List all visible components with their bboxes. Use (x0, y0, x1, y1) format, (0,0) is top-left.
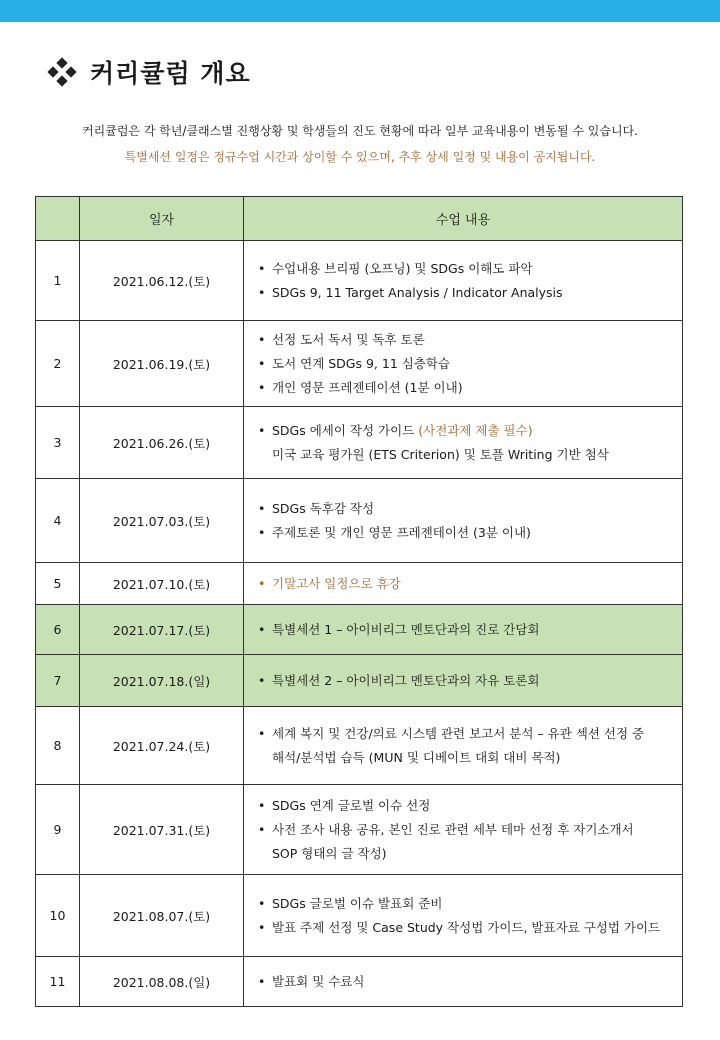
bullet-icon: • (258, 422, 266, 438)
row-content (244, 563, 683, 605)
row-content (244, 479, 683, 563)
list-item: • 도서 연계 SDGs 9, 11 심층학습 (258, 352, 672, 376)
list-item: • 사전 조사 내용 공유, 본인 진로 관련 세부 테마 선정 후 자기소개서 (258, 818, 672, 842)
row-number: 5 (36, 563, 80, 605)
prework-required-note: (사전과제 제출 필수) (418, 422, 533, 438)
table-row (36, 407, 683, 479)
list-item: • 특별세션 1 – 아이비리그 멘토단과의 진로 간담회 (258, 618, 672, 642)
table-row-special-session (36, 605, 683, 655)
row-date: 2021.07.31.(토) (80, 785, 244, 875)
header-no (36, 197, 80, 241)
row-date: 2021.07.03.(토) (80, 479, 244, 563)
list-item-continuation: 미국 교육 평가원 (ETS Criterion) 및 토플 Writing 기반 첨삭 (272, 446, 609, 462)
special-session-notice: 특별세션 일정은 정규수업 시간과 상이할 수 있으며, 추후 상세 일정 및 내용이 공지됩니다. (124, 150, 596, 164)
list-item: • 기말고사 일정으로 휴강 (258, 572, 672, 596)
row-content (244, 707, 683, 785)
row-content (244, 875, 683, 957)
bullet-icon: • (258, 331, 266, 347)
row-date: 2021.08.07.(토) (80, 875, 244, 957)
bullet-icon: • (258, 621, 266, 637)
row-number: 7 (36, 655, 80, 707)
row-date: 2021.07.18.(일) (80, 655, 244, 707)
diamond-cluster-icon (48, 58, 76, 86)
row-date: 2021.06.12.(토) (80, 241, 244, 321)
list-item: • SDGs 9, 11 Target Analysis / Indicator Analysis (258, 281, 672, 305)
row-date: 2021.07.10.(토) (80, 563, 244, 605)
row-number: 10 (36, 875, 80, 957)
row-number: 8 (36, 707, 80, 785)
row-number: 1 (36, 241, 80, 321)
bullet-icon: • (258, 355, 266, 371)
list-item: • SDGs 에세이 작성 가이드 (사전과제 제출 필수) (258, 419, 672, 443)
table-row (36, 957, 683, 1007)
table-row (36, 707, 683, 785)
bullet-icon: • (258, 672, 266, 688)
bullet-icon: • (258, 260, 266, 276)
row-number: 9 (36, 785, 80, 875)
row-content (244, 241, 683, 321)
bullet-icon: • (258, 919, 266, 935)
row-date: 2021.06.19.(토) (80, 321, 244, 407)
bullet-icon: • (258, 524, 266, 540)
table-row (36, 321, 683, 407)
list-item-continuation: 해석/분석법 습득 (MUN 및 디베이트 대회 대비 목적) (272, 749, 561, 765)
row-content (244, 957, 683, 1007)
bullet-icon: • (258, 797, 266, 813)
list-item: • SDGs 연계 글로벌 이슈 선정 (258, 794, 672, 818)
row-content (244, 321, 683, 407)
row-content (244, 605, 683, 655)
row-number: 3 (36, 407, 80, 479)
list-item: • 주제토론 및 개인 영문 프레젠테이션 (3분 이내) (258, 521, 672, 545)
table-header-row (36, 197, 683, 241)
bullet-icon: • (258, 895, 266, 911)
top-accent-bar (0, 0, 720, 22)
intro-notice: 커리큘럼은 각 학년/클래스별 진행상황 및 학생들의 진도 현황에 따라 일부 교육내용이 변동될 수 있습니다. (82, 124, 638, 138)
table-row (36, 563, 683, 605)
header-date: 일자 (80, 197, 244, 241)
table-row (36, 785, 683, 875)
bullet-icon: • (258, 575, 266, 591)
curriculum-table (35, 196, 683, 1007)
list-item: • SDGs 글로벌 이슈 발표회 준비 (258, 892, 672, 916)
list-item: • 개인 영문 프레젠테이션 (1분 이내) (258, 376, 672, 400)
row-date: 2021.07.17.(토) (80, 605, 244, 655)
table-row-special-session (36, 655, 683, 707)
row-content (244, 655, 683, 707)
list-item: • 수업내용 브리핑 (오프닝) 및 SDGs 이해도 파악 (258, 257, 672, 281)
row-number: 11 (36, 957, 80, 1007)
list-item-continuation: SOP 형태의 글 작성) (272, 845, 387, 861)
list-item: • SDGs 독후감 작성 (258, 497, 672, 521)
bullet-icon: • (258, 379, 266, 395)
row-content (244, 407, 683, 479)
list-item: • 발표회 및 수료식 (258, 970, 672, 994)
list-item: • 특별세션 2 – 아이비리그 멘토단과의 자유 토론회 (258, 669, 672, 693)
row-content (244, 785, 683, 875)
table-row (36, 875, 683, 957)
list-item: • 발표 주제 선정 및 Case Study 작성법 가이드, 발표자료 구성법 가이드 (258, 916, 672, 940)
header-content: 수업 내용 (244, 197, 683, 241)
table-row (36, 479, 683, 563)
bullet-icon: • (258, 284, 266, 300)
row-number: 6 (36, 605, 80, 655)
row-date: 2021.07.24.(토) (80, 707, 244, 785)
row-date: 2021.06.26.(토) (80, 407, 244, 479)
list-item: • 세계 복지 및 건강/의료 시스템 관련 보고서 분석 – 유관 섹션 선정 중 (258, 722, 672, 746)
row-date: 2021.08.08.(일) (80, 957, 244, 1007)
bullet-icon: • (258, 500, 266, 516)
title-row (48, 54, 251, 90)
page-title: 커리큘럼 개요 (90, 59, 251, 88)
list-item: • 선정 도서 독서 및 독후 토론 (258, 328, 672, 352)
bullet-icon: • (258, 725, 266, 741)
bullet-icon: • (258, 821, 266, 837)
bullet-icon: • (258, 973, 266, 989)
table-row (36, 241, 683, 321)
row-number: 2 (36, 321, 80, 407)
row-number: 4 (36, 479, 80, 563)
